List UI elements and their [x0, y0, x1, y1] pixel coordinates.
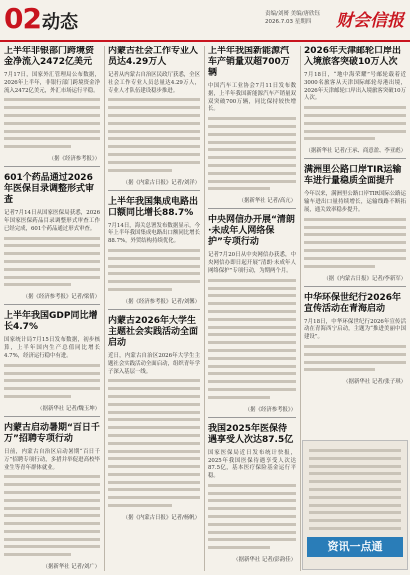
- article-lead: 记者7月20日从中央网信办获悉，中央网信办即日起开展“清朗·未成年人网络保护”专项行动，为期两个月。: [208, 252, 296, 274]
- article-credit: （据新华社 记者/张子琪）: [343, 379, 406, 386]
- article-headline: 上半年我国GDP同比增长4.7%: [4, 311, 98, 333]
- article-headline: 满洲里公路口岸TIR运输车进行量稳质全面提升: [304, 165, 402, 187]
- divider: [304, 158, 406, 159]
- article-headline: 601个药品通过2026年医保目录调整形式审查: [4, 173, 95, 206]
- article-credit: （据新华社 记者/彭韵佳）: [233, 557, 296, 564]
- column-divider: [300, 46, 301, 571]
- article-body: [304, 106, 406, 140]
- section-title: 动态: [42, 12, 78, 33]
- article: [304, 46, 406, 154]
- info-box: [302, 440, 408, 570]
- divider: [304, 286, 406, 287]
- article-headline: 上半年我国新能源汽车产销量双超700万辆: [208, 46, 290, 78]
- column-2: [108, 46, 200, 571]
- divider: [208, 417, 296, 418]
- article: [208, 215, 296, 412]
- newspaper-logo: 财会信报: [336, 11, 404, 31]
- article-headline: 2026年天津邮轮口岸出入境旅客突破10万人次: [304, 46, 402, 67]
- column-divider: [204, 46, 205, 571]
- article-body: [4, 237, 100, 287]
- article-credit: （据新华社 记者/王承、商意盈、李亚彪）: [305, 148, 406, 155]
- divider: [4, 416, 100, 417]
- page-number: 02: [4, 2, 41, 35]
- article-lead: 7月18日，“地中海荣耀”号邮轮载着近3000名旅客从天津国际邮轮母港出境，2026年天津邮轮口岸出入境旅客突破10万人次。: [304, 72, 406, 102]
- article-body: [208, 117, 296, 190]
- article-credit: （据《内蒙古日报》记者/李新军）: [323, 275, 406, 282]
- article-body: [304, 345, 406, 371]
- article: [4, 311, 100, 412]
- date-line: 2026.7.03 星期四: [265, 19, 312, 25]
- masthead: [0, 0, 410, 42]
- page-meta: [265, 10, 335, 26]
- article-credit: （据《内蒙古日报》记者/杨帆）: [122, 515, 200, 522]
- article-headline: 内蒙古启动暑期“百日千万”招聘专项行动: [4, 422, 100, 444]
- divider: [108, 190, 200, 191]
- column-4: [304, 46, 406, 436]
- article-lead: 今年以来，满洲里公路口岸TIR国际公路运输车进出口量持续增长，运输线路不断拓展，通关效率稳步提升。: [304, 191, 406, 213]
- article-lead: 日前，内蒙古自治区启动暑期“百日千万”招聘专项行动，多措并举促进高校毕业生等青年群体就业。: [4, 448, 100, 471]
- article-lead: 7月17日，国家外汇管理局公布数据，2026年上半年，非银行部门跨境资金净流入2472亿美元，外汇市场运行平稳。: [4, 72, 100, 94]
- info-box-title: 资讯一点通: [307, 537, 403, 557]
- article-headline: 内蒙古社会工作专业人员达4.29万人: [108, 46, 199, 67]
- article-headline: 内蒙古2026年大学生主题社会实践活动全面启动: [108, 315, 199, 348]
- divider: [108, 309, 200, 310]
- article-lead: 国家医保局近日发布统计快报，2025年我国医保待遇享受人次达87.5亿，基本医疗保险基金运行平稳。: [208, 449, 296, 480]
- article: [208, 46, 296, 204]
- article-body: [108, 98, 200, 171]
- article: [304, 293, 406, 386]
- article: [304, 165, 406, 281]
- article-headline: 上半年我国集成电路出口额同比增长88.7%: [108, 196, 199, 218]
- article-body: [4, 364, 100, 398]
- article: [4, 46, 100, 162]
- divider: [208, 208, 296, 209]
- article-lead: 近日，内蒙古自治区2026年大学生主题社会实践活动全面启动，组织青年学子深入基层一线。: [108, 352, 200, 375]
- article-credit: （据《经济参考报》记者/刘馨）: [122, 298, 200, 305]
- article-credit: （据新华社 记者/高亢）: [238, 198, 296, 205]
- article-headline: 上半年非银部门跨境资金净流入2472亿美元: [4, 46, 95, 67]
- article-lead: 7月18日，中华环保世纪行2026年宣传活动在青海西宁启动，主题为“推进美丽中国建设”。: [304, 318, 406, 341]
- article: [108, 197, 200, 305]
- article-credit: （据《经济参考报》记者/梁倩）: [22, 294, 100, 301]
- article-body: [108, 249, 200, 291]
- info-box-body: [309, 449, 401, 535]
- column-3: [208, 46, 296, 571]
- article-body: [4, 475, 100, 556]
- article-headline: 中华环保世纪行2026年宣传活动在青海启动: [304, 292, 402, 314]
- column-divider: [104, 46, 105, 571]
- editor-line: 责编/刘赟 美编/唐欣钰: [265, 11, 320, 17]
- column-1: [4, 46, 100, 571]
- article: [208, 424, 296, 564]
- article-lead: 记者从内蒙古自治区民政厅获悉，全区社会工作专业人员总量达4.29万人，专业人才队伍建设稳步推进。: [108, 72, 200, 94]
- article: [108, 316, 200, 521]
- article-body: [208, 279, 296, 399]
- article-credit: （据新华社 记者/魏玉坤）: [37, 405, 100, 412]
- article-body: [304, 218, 406, 268]
- article: [4, 423, 100, 570]
- article: [4, 173, 100, 300]
- divider: [4, 304, 100, 305]
- article-headline: 我国2025年医保待遇享受人次达87.5亿: [208, 423, 294, 445]
- article-headline: 中央网信办开展“清朗·未成年人网络保护”专项行动: [208, 215, 295, 248]
- divider: [4, 166, 100, 167]
- article-lead: 国家统计局7月15日发布数据，初步核算，上半年国内生产总值同比增长4.7%，经济运行稳中有进。: [4, 337, 100, 359]
- article-body: [4, 98, 100, 148]
- article-credit: （据《内蒙古日报》记者/刘洋）: [122, 179, 200, 186]
- article-lead: 中国汽车工业协会7月11日发布数据，上半年我国新能源汽车产销量双双突破700万辆，同比保持较快增长。: [208, 83, 296, 113]
- article-body: [108, 379, 200, 507]
- article-lead: 记者7月14日从国家医保局获悉，2026年国家医保药品目录调整形式审查工作已经完成，601个药品通过形式审查。: [4, 210, 100, 232]
- article-credit: （据《经济参考报》）: [244, 406, 296, 413]
- article: [108, 46, 200, 186]
- article-credit: （据新华社 记者/刘广）: [42, 564, 100, 571]
- article-body: [208, 484, 296, 549]
- article-credit: （据《经济参考报》）: [48, 156, 100, 163]
- article-lead: 7月14日，海关总署发布数据显示，今年上半年我国集成电路出口额同比增长88.7%，外贸结构持续优化。: [108, 222, 200, 245]
